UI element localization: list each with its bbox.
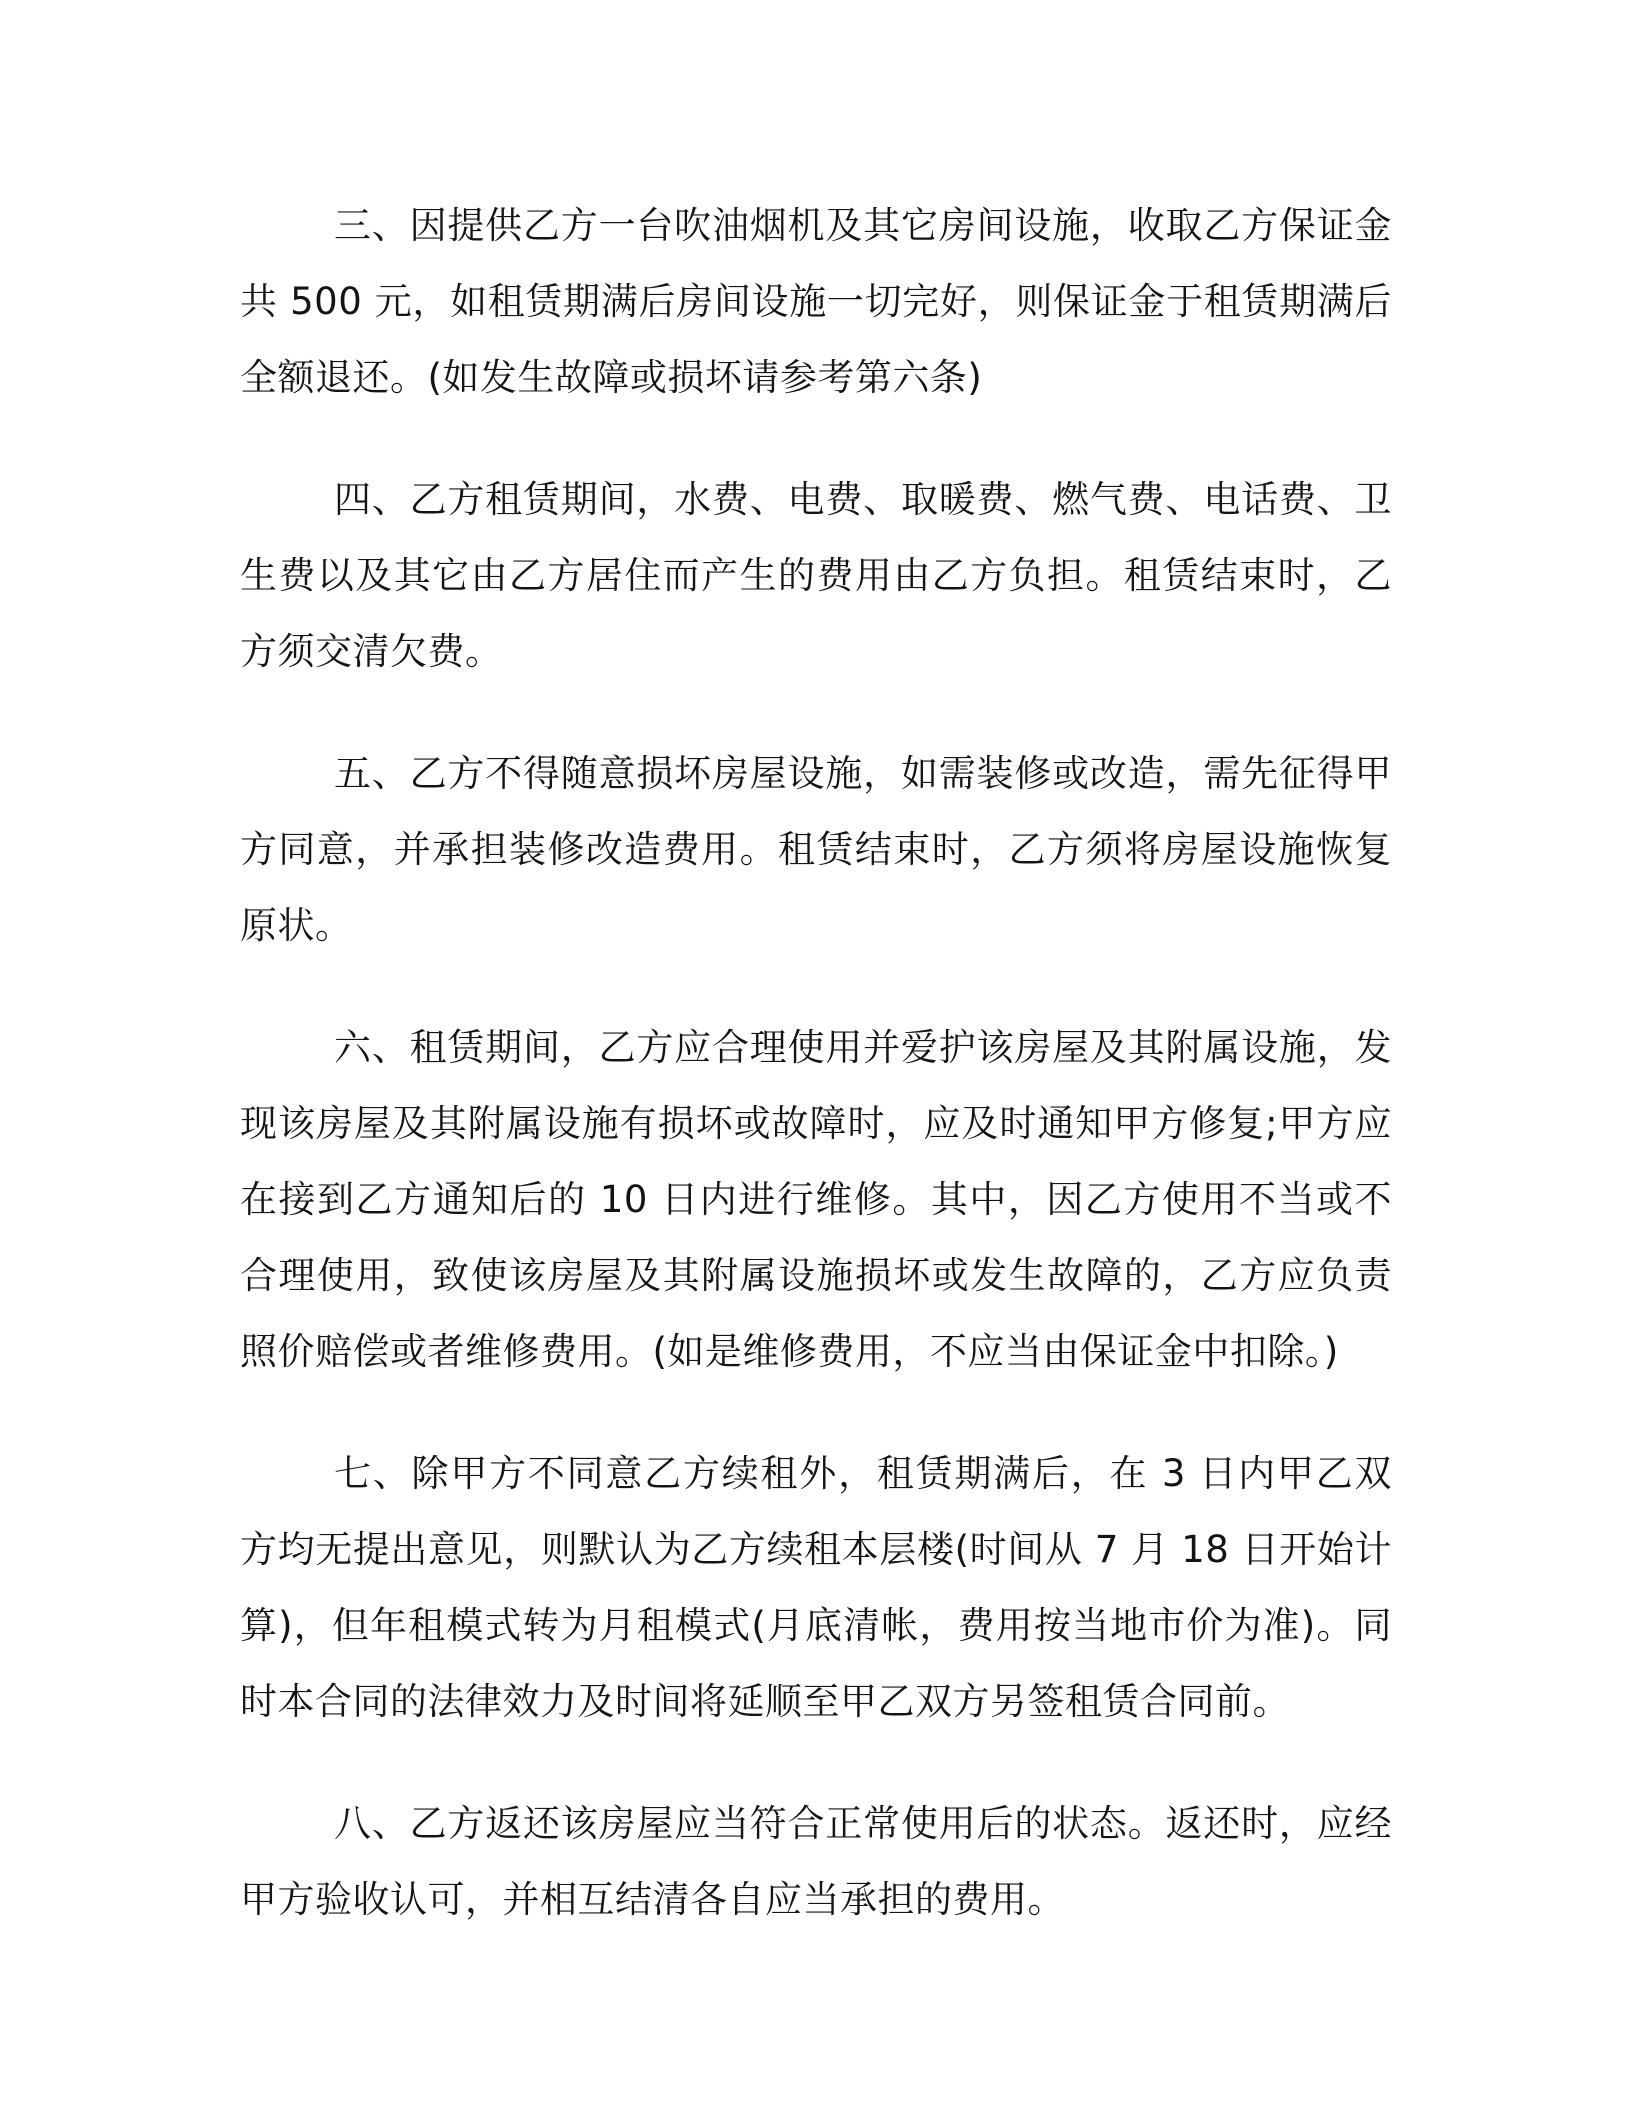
- clause-7: 七、除甲方不同意乙方续租外，租赁期满后，在 3 日内甲乙双方均无提出意见，则默认为乙方续租本层楼(时间从 7 月 18 日开始计算)，但年租模式转为月租模式(月底清帐，费用按当地市价为准)。同时本合同的法律效力及时间将延顺至甲乙双方另签租赁合同前。: [240, 1452, 1392, 1723]
- clause-3: 三、因提供乙方一台吹油烟机及其它房间设施，收取乙方保证金共 500 元，如租赁期满后房间设施一切完好，则保证金于租赁期满后全额退还。(如发生故障或损坏请参考第六条): [240, 204, 1392, 399]
- clause-5: 五、乙方不得随意损坏房屋设施，如需装修或改造，需先征得甲方同意，并承担装修改造费用。租赁结束时，乙方须将房屋设施恢复原状。: [240, 752, 1392, 947]
- clause-4: 四、乙方租赁期间，水费、电费、取暖费、燃气费、电话费、卫生费以及其它由乙方居住而产生的费用由乙方负担。租赁结束时，乙方须交清欠费。: [240, 478, 1392, 673]
- clause-8: 八、乙方返还该房屋应当符合正常使用后的状态。返还时，应经甲方验收认可，并相互结清各自应当承担的费用。: [240, 1802, 1392, 1921]
- contract-body: [240, 188, 1392, 1984]
- clause-6: 六、租赁期间，乙方应合理使用并爱护该房屋及其附属设施，发现该房屋及其附属设施有损坏或故障时，应及时通知甲方修复;甲方应在接到乙方通知后的 10 日内进行维修。其中，因乙方使用不当或不合理使用，致使该房屋及其附属设施损坏或发生故障的，乙方应负责照价赔偿或者维修费用。(如是维修费用，不应当由保证金中扣除。): [240, 1026, 1392, 1373]
